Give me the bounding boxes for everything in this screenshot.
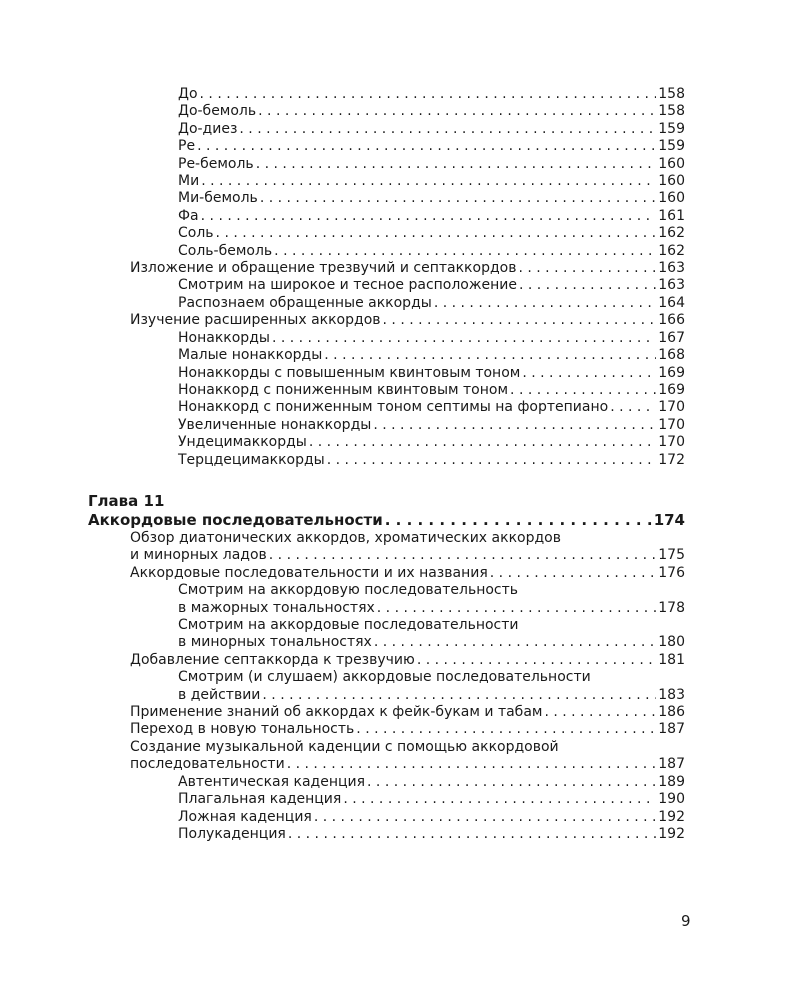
toc-entry[interactable]	[178, 582, 685, 617]
toc-entry[interactable]	[178, 617, 685, 652]
toc-entry-page: 178	[658, 599, 685, 616]
toc-entry[interactable]	[178, 330, 685, 347]
toc-entry-row	[178, 417, 685, 434]
toc-entry[interactable]	[178, 399, 685, 416]
toc-entry-page: 168	[658, 347, 685, 364]
leader-dots	[377, 600, 656, 617]
toc-entry[interactable]	[130, 530, 685, 565]
toc-entry-row	[178, 156, 685, 173]
toc-entry-row	[178, 86, 685, 103]
toc-chapter-section	[0, 530, 800, 843]
toc-entry-label: Терцдецимаккорды	[178, 451, 325, 468]
leader-dots	[373, 417, 656, 434]
toc-top-section	[0, 86, 800, 469]
toc-entry[interactable]	[178, 277, 685, 294]
chapter-title-row[interactable]	[88, 510, 685, 530]
toc-entry-first-line: Смотрим (и слушаем) аккордовые последовательности	[178, 669, 591, 686]
toc-entry-label: Плагальная каденция	[178, 791, 342, 808]
leader-dots	[260, 190, 656, 207]
toc-entry[interactable]	[178, 809, 685, 826]
toc-entry-row	[130, 721, 685, 738]
leader-dots	[272, 330, 656, 347]
toc-entry-page: 176	[658, 564, 685, 581]
toc-entry[interactable]	[178, 173, 685, 190]
toc-entry[interactable]	[178, 452, 685, 469]
leader-dots	[327, 452, 657, 469]
toc-entry-row	[130, 652, 685, 669]
toc-entry[interactable]	[178, 225, 685, 242]
chapter-page: 174	[653, 511, 685, 529]
toc-entry-first-line: Смотрим на аккордовые последовательности	[178, 617, 519, 634]
toc-entry-page: 158	[658, 103, 685, 120]
toc-entry-page: 187	[658, 756, 685, 773]
leader-dots	[262, 687, 656, 704]
toc-entry-label: Соль	[178, 225, 214, 242]
leader-dots	[510, 382, 656, 399]
toc-entry-page: 159	[658, 120, 685, 137]
toc-entry-page: 170	[658, 434, 685, 451]
chapter-title: Аккордовые последовательности	[88, 511, 383, 529]
toc-entry-label: Ре	[178, 138, 196, 155]
toc-entry-label: Ми	[178, 173, 200, 190]
toc-entry-row	[178, 452, 685, 469]
toc-entry-label: Изложение и обращение трезвучий и септаккордов	[130, 260, 517, 277]
toc-entry-page: 159	[658, 138, 685, 155]
toc-entry-label: Нонаккорды с повышенным квинтовым тоном	[178, 364, 521, 381]
toc-entry-page: 170	[658, 399, 685, 416]
leader-dots	[434, 295, 656, 312]
toc-entry-label: в минорных тональностях	[178, 634, 372, 651]
leader-dots	[201, 208, 657, 225]
leader-dots	[356, 721, 656, 738]
leader-dots	[518, 260, 656, 277]
toc-entry[interactable]	[178, 417, 685, 434]
toc-entry-row	[178, 173, 685, 190]
toc-entry-row	[178, 791, 685, 808]
toc-entry-page: 181	[658, 651, 685, 668]
toc-entry-page: 162	[658, 242, 685, 259]
toc-entry-label: Ложная каденция	[178, 808, 312, 825]
leader-dots	[490, 565, 657, 582]
toc-entry-row	[178, 634, 685, 651]
toc-entry-row	[178, 687, 685, 704]
toc-entry[interactable]	[178, 138, 685, 155]
toc-entry-first-line: Создание музыкальной каденции с помощью аккордовой	[130, 738, 559, 755]
toc-entry-page: 175	[658, 547, 685, 564]
toc-entry-label: Аккордовые последовательности и их названия	[130, 564, 488, 581]
toc-entry[interactable]	[178, 156, 685, 173]
toc-entry-first-line: Смотрим на аккордовую последовательность	[178, 582, 519, 599]
toc-entry[interactable]	[130, 565, 685, 582]
toc-entry-row	[178, 434, 685, 451]
leader-dots	[519, 277, 656, 294]
toc-entry-row	[130, 756, 685, 773]
toc-entry[interactable]	[178, 347, 685, 364]
toc-entry-page: 163	[658, 277, 685, 294]
leader-dots	[324, 347, 656, 364]
toc-entry-row	[130, 547, 685, 564]
toc-entry-label: Соль-бемоль	[178, 242, 273, 259]
toc-entry[interactable]	[178, 365, 685, 382]
toc-entry-row	[178, 277, 685, 294]
toc-entry-row	[178, 365, 685, 382]
toc-entry[interactable]	[130, 704, 685, 721]
toc-entry[interactable]	[130, 721, 685, 738]
toc-entry-label: Полукаденция	[178, 825, 286, 842]
leader-dots	[385, 510, 652, 530]
toc-entry-row	[178, 121, 685, 138]
toc-entry-row	[130, 312, 685, 329]
leader-dots	[417, 652, 656, 669]
toc-entry-label: последовательности	[130, 756, 285, 773]
leader-dots	[288, 826, 656, 843]
toc-entry[interactable]	[178, 243, 685, 260]
toc-entry-row	[178, 208, 685, 225]
toc-entry-label: Малые нонаккорды	[178, 347, 323, 364]
toc-entry-row	[130, 704, 685, 721]
toc-entry-page: 164	[658, 294, 685, 311]
toc-entry-label: Изучение расширенных аккордов	[130, 312, 381, 329]
toc-entry[interactable]	[130, 260, 685, 277]
toc-entry-row	[178, 190, 685, 207]
toc-entry-label: Переход в новую тональность	[130, 721, 355, 738]
toc-entry-first-line: Обзор диатонических аккордов, хроматических аккордов	[130, 530, 561, 546]
toc-entry-row	[178, 809, 685, 826]
toc-entry[interactable]	[178, 121, 685, 138]
toc-entry-page: 163	[658, 260, 685, 277]
leader-dots	[522, 365, 656, 382]
toc-entry-label: Фа	[178, 207, 199, 224]
toc-entry-page: 183	[658, 686, 685, 703]
toc-entry[interactable]	[178, 86, 685, 103]
toc-entry-label: Автентическая каденция	[178, 773, 366, 790]
toc-entry-row	[178, 600, 685, 617]
leader-dots	[309, 434, 656, 451]
toc-entry[interactable]	[130, 739, 685, 774]
toc-entry-page: 189	[658, 773, 685, 790]
toc-entry-row	[178, 103, 685, 120]
toc-entry-page: 186	[658, 704, 685, 721]
toc-entry-row	[130, 565, 685, 582]
toc-entry-page: 167	[658, 329, 685, 346]
toc-entry-label: Ундецимаккорды	[178, 434, 307, 451]
leader-dots	[367, 774, 656, 791]
leader-dots	[610, 399, 656, 416]
toc-entry-row	[178, 295, 685, 312]
toc-entry-label: Добавление септаккорда к трезвучию	[130, 651, 415, 668]
toc-entry-page: 190	[658, 791, 685, 808]
toc-entry-page: 170	[658, 416, 685, 433]
leader-dots	[374, 634, 656, 651]
toc-entry-page: 161	[658, 207, 685, 224]
toc-entry-row	[178, 382, 685, 399]
leader-dots	[287, 756, 657, 773]
toc-entry[interactable]	[178, 103, 685, 120]
toc-entry-row	[178, 774, 685, 791]
toc-entry-page: 160	[658, 173, 685, 190]
chapter-number: Глава 11	[88, 492, 165, 510]
toc-entry-label: и минорных ладов	[130, 547, 267, 564]
toc-entry-label: Нонаккорды	[178, 329, 270, 346]
toc-entry-label: Применение знаний об аккордах к фейк-букам и табам	[130, 704, 543, 721]
toc-entry-page: 158	[658, 86, 685, 102]
leader-dots	[544, 704, 656, 721]
toc-entry-label: Ре-бемоль	[178, 155, 254, 172]
leader-dots	[197, 138, 656, 155]
toc-entry-row	[178, 347, 685, 364]
leader-dots	[274, 243, 656, 260]
toc-entry-page: 180	[658, 634, 685, 651]
toc-entry-row	[178, 399, 685, 416]
toc-entry[interactable]	[178, 208, 685, 225]
toc-entry[interactable]	[130, 312, 685, 329]
toc-entry-label: Увеличенные нонаккорды	[178, 416, 372, 433]
toc-entry-page: 192	[658, 808, 685, 825]
toc-entry-label: Распознаем обращенные аккорды	[178, 294, 432, 311]
toc-entry[interactable]	[178, 382, 685, 399]
toc-entry-label: в мажорных тональностях	[178, 599, 375, 616]
leader-dots	[201, 173, 656, 190]
chapter-heading	[88, 492, 685, 530]
toc-entry-label: До	[178, 86, 198, 102]
toc-entry-page: 169	[658, 381, 685, 398]
leader-dots	[343, 791, 656, 808]
toc-entry-row	[178, 330, 685, 347]
leader-dots	[256, 156, 657, 173]
leader-dots	[258, 103, 656, 120]
leader-dots	[269, 547, 656, 564]
leader-dots	[216, 225, 657, 242]
toc-entry-page: 172	[658, 451, 685, 468]
toc-entry[interactable]	[130, 652, 685, 669]
toc-entry[interactable]	[178, 826, 685, 843]
toc-entry-page: 169	[658, 364, 685, 381]
toc-entry-row	[178, 826, 685, 843]
toc-entry[interactable]	[178, 791, 685, 808]
toc-entry-page: 162	[658, 225, 685, 242]
toc-entry-label: До-диез	[178, 120, 238, 137]
leader-dots	[200, 86, 657, 103]
toc-entry-label: Нонаккорд с пониженным тоном септимы на фортепиано	[178, 399, 609, 416]
leader-dots	[314, 809, 656, 826]
toc-entry-page: 160	[658, 155, 685, 172]
toc-entry-page: 166	[658, 312, 685, 329]
leader-dots	[383, 312, 657, 329]
toc-entry-label: Ми-бемоль	[178, 190, 258, 207]
toc-entry[interactable]	[178, 295, 685, 312]
toc-entry-label: До-бемоль	[178, 103, 257, 120]
leader-dots	[239, 121, 656, 138]
toc-entry[interactable]	[178, 190, 685, 207]
toc-entry[interactable]	[178, 669, 685, 704]
page-number: 9	[681, 912, 691, 930]
toc-entry-page: 160	[658, 190, 685, 207]
toc-entry-page: 192	[658, 825, 685, 842]
toc-entry-label: в действии	[178, 686, 261, 703]
toc-entry-label: Смотрим на широкое и тесное расположение	[178, 277, 517, 294]
toc-entry-page: 187	[658, 721, 685, 738]
toc-entry-row	[178, 225, 685, 242]
toc-entry-row	[178, 138, 685, 155]
toc-entry-row	[130, 260, 685, 277]
toc-entry-row	[178, 243, 685, 260]
toc-entry-label: Нонаккорд с пониженным квинтовым тоном	[178, 381, 509, 398]
toc-entry[interactable]	[178, 434, 685, 451]
toc-entry[interactable]	[178, 774, 685, 791]
